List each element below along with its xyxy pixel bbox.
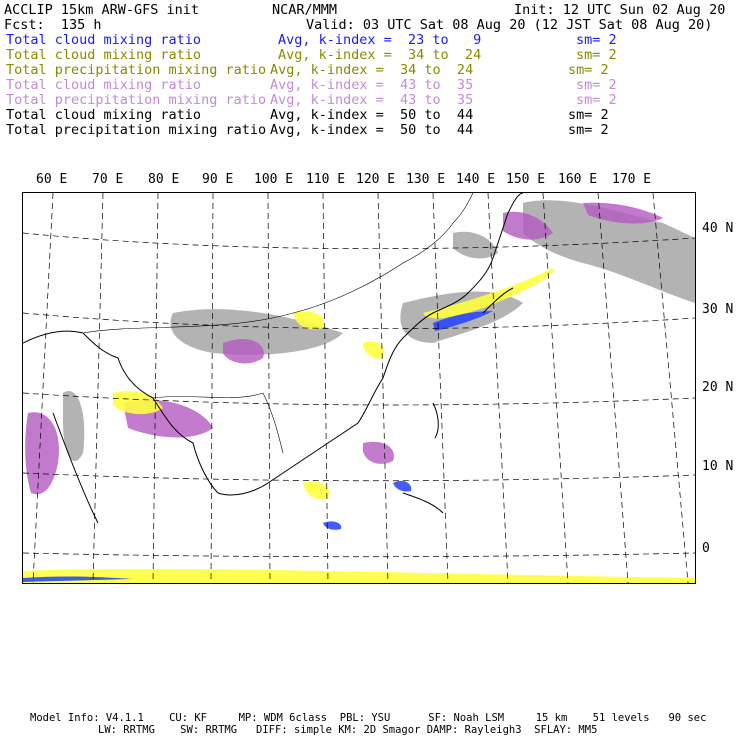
field-name: Total cloud mixing ratio [6,77,202,93]
longitude-label: 140 E [456,172,496,187]
init-time: Init: 12 UTC Sun 02 Aug 20 [514,2,726,18]
latitude-label: 40 N [702,221,734,236]
field-index-range: Avg, k-index = 43 to 35 [270,92,474,108]
longitude-label: 120 E [356,172,396,187]
model-physics: LW: RRTMG SW: RRTMG DIFF: simple KM: 2D Smagor DAMP: Rayleigh3 SFLAY: MM5 [98,724,598,736]
field-smoothing: sm= 2 [576,47,617,63]
longitude-label: 60 E [36,172,68,187]
field-index-range: Avg, k-index = 50 to 44 [270,107,474,123]
field-name: Total precipitation mixing ratio [6,92,267,108]
longitude-label: 90 E [202,172,234,187]
coastlines [23,193,523,523]
field-index-range: Avg, k-index = 50 to 44 [270,122,474,138]
field-name: Total cloud mixing ratio [6,107,202,123]
latitude-label: 30 N [702,302,734,317]
valid-time: Valid: 03 UTC Sat 08 Aug 20 (12 JST Sat 08 Aug 20) [306,17,713,33]
field-index-range: Avg, k-index = 34 to 24 [270,62,474,78]
field-smoothing: sm= 2 [576,77,617,93]
longitude-label: 100 E [254,172,294,187]
longitude-label: 170 E [612,172,652,187]
field-name: Total cloud mixing ratio [6,32,202,48]
field-index-range: Avg, k-index = 23 to 9 [278,32,482,48]
latitude-label: 10 N [702,459,734,474]
field-smoothing: sm= 2 [576,32,617,48]
field-smoothing: sm= 2 [576,92,617,108]
latitude-label: 20 N [702,380,734,395]
map-panel [22,192,696,584]
field-index-range: Avg, k-index = 43 to 35 [270,77,474,93]
field-name: Total cloud mixing ratio [6,47,202,63]
longitude-label: 70 E [92,172,124,187]
institution-label: NCAR/MMM [272,2,338,18]
longitude-label: 150 E [506,172,546,187]
field-smoothing: sm= 2 [568,107,609,123]
field-smoothing: sm= 2 [568,62,609,78]
longitude-label: 110 E [306,172,346,187]
field-index-range: Avg, k-index = 34 to 24 [278,47,482,63]
model-info: Model Info: V4.1.1 CU: KF MP: WDM 6class PBL: YSU SF: Noah LSM 15 km 51 levels 90 sec [30,712,707,724]
yellow-cloud-shading [23,268,695,583]
map-svg [23,193,695,583]
longitude-label: 130 E [406,172,446,187]
model-title: ACCLIP 15km ARW-GFS init [4,2,200,18]
field-name: Total precipitation mixing ratio [6,62,267,78]
longitude-label: 160 E [558,172,598,187]
forecast-hour: Fcst: 135 h [4,17,102,33]
field-name: Total precipitation mixing ratio [6,122,267,138]
latitude-label: 0 [702,541,710,556]
field-smoothing: sm= 2 [568,122,609,138]
longitude-label: 80 E [148,172,180,187]
